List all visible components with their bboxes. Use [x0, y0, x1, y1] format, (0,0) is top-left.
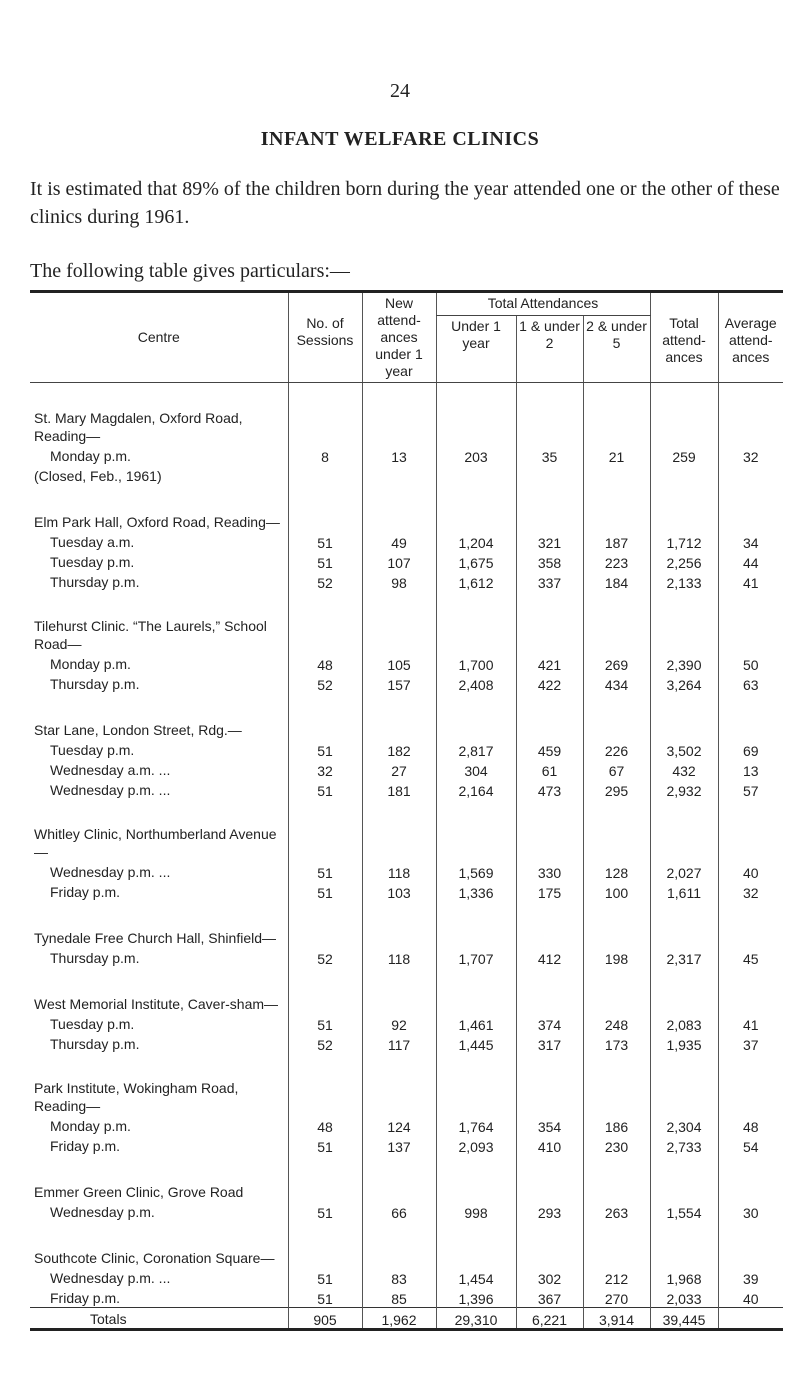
- table-cell: [650, 967, 718, 1013]
- table-row: [30, 1115, 783, 1135]
- centre-name: Whitley Clinic, Northumberland Avenue—: [34, 826, 277, 860]
- cell-total: 1,968: [650, 1267, 718, 1287]
- cell-u2: 302: [516, 1267, 583, 1287]
- cell-new: 98: [362, 571, 436, 591]
- cell-total: 2,033: [650, 1287, 718, 1308]
- table-row: [30, 531, 783, 551]
- cell-total: 2,133: [650, 571, 718, 591]
- cell-u1: 1,396: [436, 1287, 516, 1308]
- table-cell: [516, 1221, 583, 1267]
- cell-new: 103: [362, 881, 436, 901]
- session-day: Monday p.m.: [50, 1118, 131, 1134]
- cell-u2: 422: [516, 673, 583, 693]
- total-u5: 3,914: [583, 1308, 650, 1330]
- cell-u5: 230: [583, 1135, 650, 1155]
- table-cell: [718, 591, 783, 653]
- table-cell: [718, 693, 783, 739]
- session-day: Thursday p.m.: [50, 950, 140, 966]
- table-cell: [516, 591, 583, 653]
- table-cell: [362, 1221, 436, 1267]
- cell-new: 13: [362, 445, 436, 465]
- table-cell: [436, 465, 516, 485]
- session-day: Thursday p.m.: [50, 676, 140, 692]
- table-cell: [516, 1155, 583, 1201]
- cell-new: 118: [362, 861, 436, 881]
- cell-u5: 128: [583, 861, 650, 881]
- cell-sessions: 8: [288, 445, 362, 465]
- cell-u5: 212: [583, 1267, 650, 1287]
- cell-u5: 186: [583, 1115, 650, 1135]
- table-cell: [516, 383, 583, 446]
- cell-sessions: 52: [288, 571, 362, 591]
- table-body: [30, 383, 783, 1330]
- cell-u5: 67: [583, 759, 650, 779]
- table-cell: [288, 967, 362, 1013]
- table-cell: [288, 485, 362, 531]
- centre-name: St. Mary Magdalen, Oxford Road, Reading—: [34, 410, 243, 444]
- table-row: [30, 1267, 783, 1287]
- table-cell: [650, 693, 718, 739]
- table-group-header: [30, 383, 783, 446]
- cell-u1: 203: [436, 445, 516, 465]
- table-cell: [718, 485, 783, 531]
- cell-u5: 226: [583, 739, 650, 759]
- table-cell: [436, 1155, 516, 1201]
- table-cell: [436, 693, 516, 739]
- cell-u1: 1,445: [436, 1033, 516, 1053]
- table-cell: [583, 383, 650, 446]
- cell-u2: 374: [516, 1013, 583, 1033]
- clinics-table: [30, 290, 783, 1331]
- cell-u1: 2,093: [436, 1135, 516, 1155]
- cell-total: 1,712: [650, 531, 718, 551]
- table-cell: [650, 799, 718, 861]
- table-row: [30, 445, 783, 465]
- header-new-under1: New attend-ances under 1 year: [362, 292, 436, 383]
- table-cell: [583, 591, 650, 653]
- table-cell: [650, 901, 718, 947]
- cell-u2: 330: [516, 861, 583, 881]
- session-day: Tuesday p.m.: [50, 554, 135, 570]
- cell-u2: 175: [516, 881, 583, 901]
- cell-u1: 1,569: [436, 861, 516, 881]
- table-cell: [650, 1221, 718, 1267]
- cell-u5: 198: [583, 947, 650, 967]
- table-row: [30, 739, 783, 759]
- cell-new: 49: [362, 531, 436, 551]
- cell-new: 105: [362, 653, 436, 673]
- centre-name: West Memorial Institute, Caver-sham—: [34, 996, 279, 1012]
- table-cell: [362, 1053, 436, 1115]
- table-group-header: [30, 591, 783, 653]
- cell-u2: 358: [516, 551, 583, 571]
- cell-new: 118: [362, 947, 436, 967]
- cell-total: 2,256: [650, 551, 718, 571]
- cell-avg: 44: [718, 551, 783, 571]
- session-day: Wednesday a.m. ...: [50, 762, 171, 778]
- cell-u2: 317: [516, 1033, 583, 1053]
- intro-paragraph: It is estimated that 89% of the children born during the year attended one or the other of these clinics during 1961.: [30, 178, 780, 228]
- cell-total: 2,083: [650, 1013, 718, 1033]
- cell-avg: 13: [718, 759, 783, 779]
- cell-sessions: 48: [288, 1115, 362, 1135]
- header-sessions: No. of Sessions: [288, 292, 362, 383]
- table-cell: [362, 799, 436, 861]
- table-cell: [718, 967, 783, 1013]
- cell-u1: 1,336: [436, 881, 516, 901]
- cell-total: 2,027: [650, 861, 718, 881]
- cell-sessions: 51: [288, 881, 362, 901]
- cell-u1: 1,707: [436, 947, 516, 967]
- cell-u1: 2,164: [436, 779, 516, 799]
- cell-new: 83: [362, 1267, 436, 1287]
- cell-sessions: 51: [288, 739, 362, 759]
- cell-total: 2,304: [650, 1115, 718, 1135]
- table-group-header: [30, 693, 783, 739]
- cell-total: 3,502: [650, 739, 718, 759]
- table-cell: [436, 1221, 516, 1267]
- cell-u2: 35: [516, 445, 583, 465]
- table-cell: [436, 799, 516, 861]
- table-row: [30, 947, 783, 967]
- cell-total: 1,611: [650, 881, 718, 901]
- table-cell: [362, 693, 436, 739]
- cell-u5: 173: [583, 1033, 650, 1053]
- table-cell: [362, 1155, 436, 1201]
- table-cell: [583, 967, 650, 1013]
- cell-sessions: 51: [288, 1201, 362, 1221]
- table-cell: [362, 485, 436, 531]
- cell-new: 137: [362, 1135, 436, 1155]
- table-cell: [650, 591, 718, 653]
- cell-new: 85: [362, 1287, 436, 1308]
- cell-new: 66: [362, 1201, 436, 1221]
- table-cell: [516, 799, 583, 861]
- cell-sessions: 51: [288, 779, 362, 799]
- cell-new: 92: [362, 1013, 436, 1033]
- cell-avg: 41: [718, 571, 783, 591]
- table-row: [30, 779, 783, 799]
- cell-total: 3,264: [650, 673, 718, 693]
- table-cell: [718, 465, 783, 485]
- table-cell: [436, 1053, 516, 1115]
- table-cell: [362, 967, 436, 1013]
- cell-new: 117: [362, 1033, 436, 1053]
- session-day: Monday p.m.: [50, 448, 131, 464]
- table-cell: [583, 901, 650, 947]
- session-day: Thursday p.m.: [50, 1036, 140, 1052]
- table-row: [30, 1013, 783, 1033]
- session-day: Friday p.m.: [50, 884, 121, 900]
- table-cell: [362, 901, 436, 947]
- totals-row: [30, 1308, 783, 1330]
- header-average: Average attend-ances: [718, 292, 783, 383]
- cell-u5: 263: [583, 1201, 650, 1221]
- cell-avg: 57: [718, 779, 783, 799]
- cell-avg: 39: [718, 1267, 783, 1287]
- header-total: Total attend-ances: [650, 292, 718, 383]
- table-cell: [650, 383, 718, 446]
- table-cell: [436, 591, 516, 653]
- session-day: Wednesday p.m. ...: [50, 782, 171, 798]
- table-intro: The following table gives particulars:—: [30, 260, 350, 282]
- cell-total: 432: [650, 759, 718, 779]
- total-u1: 29,310: [436, 1308, 516, 1330]
- cell-total: 2,390: [650, 653, 718, 673]
- cell-avg: 34: [718, 531, 783, 551]
- cell-u5: 223: [583, 551, 650, 571]
- cell-new: 157: [362, 673, 436, 693]
- table-cell: [516, 901, 583, 947]
- cell-total: 1,935: [650, 1033, 718, 1053]
- cell-new: 124: [362, 1115, 436, 1135]
- table-row: [30, 653, 783, 673]
- table-cell: [650, 1053, 718, 1115]
- cell-u1: 2,817: [436, 739, 516, 759]
- total-sessions: 905: [288, 1308, 362, 1330]
- table-cell: [288, 1155, 362, 1201]
- cell-u2: 293: [516, 1201, 583, 1221]
- cell-sessions: 51: [288, 531, 362, 551]
- cell-avg: 45: [718, 947, 783, 967]
- cell-u2: 337: [516, 571, 583, 591]
- cell-u2: 421: [516, 653, 583, 673]
- cell-u2: 61: [516, 759, 583, 779]
- table-cell: [436, 383, 516, 446]
- table-cell: [362, 465, 436, 485]
- table-group-header: [30, 799, 783, 861]
- cell-u1: 998: [436, 1201, 516, 1221]
- table-cell: [583, 485, 650, 531]
- table-row: [30, 551, 783, 571]
- table-cell: [362, 591, 436, 653]
- table-cell: [650, 465, 718, 485]
- total-total: 39,445: [650, 1308, 718, 1330]
- table-cell: [718, 1053, 783, 1115]
- cell-sessions: 51: [288, 1135, 362, 1155]
- cell-u5: 295: [583, 779, 650, 799]
- cell-avg: 40: [718, 1287, 783, 1308]
- cell-avg: 32: [718, 881, 783, 901]
- cell-total: 2,733: [650, 1135, 718, 1155]
- cell-u5: 184: [583, 571, 650, 591]
- page-title: INFANT WELFARE CLINICS: [260, 128, 540, 150]
- cell-u1: 1,461: [436, 1013, 516, 1033]
- cell-sessions: 51: [288, 1267, 362, 1287]
- session-day: Wednesday p.m. ...: [50, 1270, 171, 1286]
- table-cell: [436, 485, 516, 531]
- table-cell: [718, 1155, 783, 1201]
- cell-avg: 50: [718, 653, 783, 673]
- cell-sessions: 52: [288, 1033, 362, 1053]
- session-day: Tuesday a.m.: [50, 534, 135, 550]
- table-cell: [718, 799, 783, 861]
- cell-avg: 69: [718, 739, 783, 759]
- cell-u1: 1,612: [436, 571, 516, 591]
- table-cell: [583, 465, 650, 485]
- cell-total: 2,932: [650, 779, 718, 799]
- table-row: [30, 861, 783, 881]
- table-note-row: [30, 465, 783, 485]
- session-day: Wednesday p.m.: [50, 1204, 155, 1220]
- cell-u5: 270: [583, 1287, 650, 1308]
- table-cell: [583, 1221, 650, 1267]
- table-row: [30, 1135, 783, 1155]
- cell-u5: 434: [583, 673, 650, 693]
- table-cell: [436, 901, 516, 947]
- cell-sessions: 52: [288, 673, 362, 693]
- table-cell: [516, 465, 583, 485]
- cell-u1: 1,454: [436, 1267, 516, 1287]
- cell-sessions: 51: [288, 1287, 362, 1308]
- cell-sessions: 51: [288, 551, 362, 571]
- centre-name: Star Lane, London Street, Rdg.—: [34, 722, 242, 738]
- centre-name: Tynedale Free Church Hall, Shinfield—: [34, 930, 277, 946]
- session-day: Thursday p.m.: [50, 574, 140, 590]
- page-number: 24: [390, 80, 410, 102]
- table-group-header: [30, 901, 783, 947]
- cell-avg: 32: [718, 445, 783, 465]
- table-row: [30, 673, 783, 693]
- cell-new: 27: [362, 759, 436, 779]
- cell-avg: 41: [718, 1013, 783, 1033]
- cell-u2: 410: [516, 1135, 583, 1155]
- table-row: [30, 1033, 783, 1053]
- cell-total: 1,554: [650, 1201, 718, 1221]
- cell-u2: 412: [516, 947, 583, 967]
- total-avg: [718, 1308, 783, 1330]
- session-day: Tuesday p.m.: [50, 1016, 135, 1032]
- table-group-header: [30, 1155, 783, 1201]
- cell-u5: 100: [583, 881, 650, 901]
- cell-avg: 40: [718, 861, 783, 881]
- header-under1: Under 1 year: [436, 316, 516, 383]
- cell-sessions: 52: [288, 947, 362, 967]
- header-total-attendances: Total Attendances: [436, 292, 650, 316]
- table-cell: [288, 693, 362, 739]
- header-1-under2: 1 & under 2: [516, 316, 583, 383]
- cell-u2: 459: [516, 739, 583, 759]
- cell-u5: 21: [583, 445, 650, 465]
- cell-sessions: 32: [288, 759, 362, 779]
- cell-total: 2,317: [650, 947, 718, 967]
- cell-avg: 30: [718, 1201, 783, 1221]
- table-group-header: [30, 1221, 783, 1267]
- cell-u2: 367: [516, 1287, 583, 1308]
- cell-u5: 269: [583, 653, 650, 673]
- table-row: [30, 1287, 783, 1308]
- table-cell: [516, 485, 583, 531]
- cell-avg: 37: [718, 1033, 783, 1053]
- cell-u5: 187: [583, 531, 650, 551]
- table-cell: [516, 967, 583, 1013]
- cell-u1: 1,764: [436, 1115, 516, 1135]
- centre-name: Tilehurst Clinic. “The Laurels,” School Road—: [34, 618, 267, 652]
- centre-name: Southcote Clinic, Coronation Square—: [34, 1250, 275, 1266]
- table-cell: [718, 1221, 783, 1267]
- table-cell: [362, 383, 436, 446]
- table-cell: [288, 591, 362, 653]
- total-u2: 6,221: [516, 1308, 583, 1330]
- cell-avg: 48: [718, 1115, 783, 1135]
- session-day: Friday p.m.: [50, 1290, 121, 1306]
- cell-u1: 1,675: [436, 551, 516, 571]
- cell-sessions: 51: [288, 1013, 362, 1033]
- table-cell: [288, 1221, 362, 1267]
- cell-u5: 248: [583, 1013, 650, 1033]
- table-cell: [516, 693, 583, 739]
- header-centre: Centre: [30, 292, 288, 383]
- centre-name: Emmer Green Clinic, Grove Road: [34, 1184, 244, 1200]
- session-day: Monday p.m.: [50, 656, 131, 672]
- table-cell: [583, 693, 650, 739]
- header-2-under5: 2 & under 5: [583, 316, 650, 383]
- table-cell: [650, 485, 718, 531]
- cell-avg: 54: [718, 1135, 783, 1155]
- cell-new: 182: [362, 739, 436, 759]
- table-cell: [718, 901, 783, 947]
- table-cell: [650, 1155, 718, 1201]
- table-row: [30, 571, 783, 591]
- table-row: [30, 881, 783, 901]
- cell-u1: 2,408: [436, 673, 516, 693]
- table-row: [30, 759, 783, 779]
- table-cell: [583, 799, 650, 861]
- cell-u2: 321: [516, 531, 583, 551]
- cell-avg: 63: [718, 673, 783, 693]
- cell-u1: 304: [436, 759, 516, 779]
- cell-u2: 354: [516, 1115, 583, 1135]
- centre-name: Elm Park Hall, Oxford Road, Reading—: [34, 514, 280, 530]
- cell-new: 181: [362, 779, 436, 799]
- closure-note: (Closed, Feb., 1961): [34, 468, 162, 484]
- table-cell: [288, 901, 362, 947]
- table-cell: [288, 799, 362, 861]
- table-cell: [288, 1053, 362, 1115]
- table-cell: [288, 383, 362, 446]
- table-group-header: [30, 485, 783, 531]
- table-cell: [718, 383, 783, 446]
- table-cell: [583, 1053, 650, 1115]
- session-day: Friday p.m.: [50, 1138, 121, 1154]
- table-cell: [288, 465, 362, 485]
- session-day: Wednesday p.m. ...: [50, 864, 171, 880]
- centre-name: Park Institute, Wokingham Road, Reading—: [34, 1080, 239, 1114]
- cell-u1: 1,204: [436, 531, 516, 551]
- cell-u2: 473: [516, 779, 583, 799]
- cell-sessions: 48: [288, 653, 362, 673]
- session-day: Tuesday p.m.: [50, 742, 135, 758]
- table-cell: [436, 967, 516, 1013]
- cell-u1: 1,700: [436, 653, 516, 673]
- table-cell: [583, 1155, 650, 1201]
- total-new: 1,962: [362, 1308, 436, 1330]
- table-group-header: [30, 1053, 783, 1115]
- cell-total: 259: [650, 445, 718, 465]
- totals-label: Totals: [30, 1308, 288, 1330]
- table-row: [30, 1201, 783, 1221]
- table-cell: [516, 1053, 583, 1115]
- cell-new: 107: [362, 551, 436, 571]
- cell-sessions: 51: [288, 861, 362, 881]
- table-group-header: [30, 967, 783, 1013]
